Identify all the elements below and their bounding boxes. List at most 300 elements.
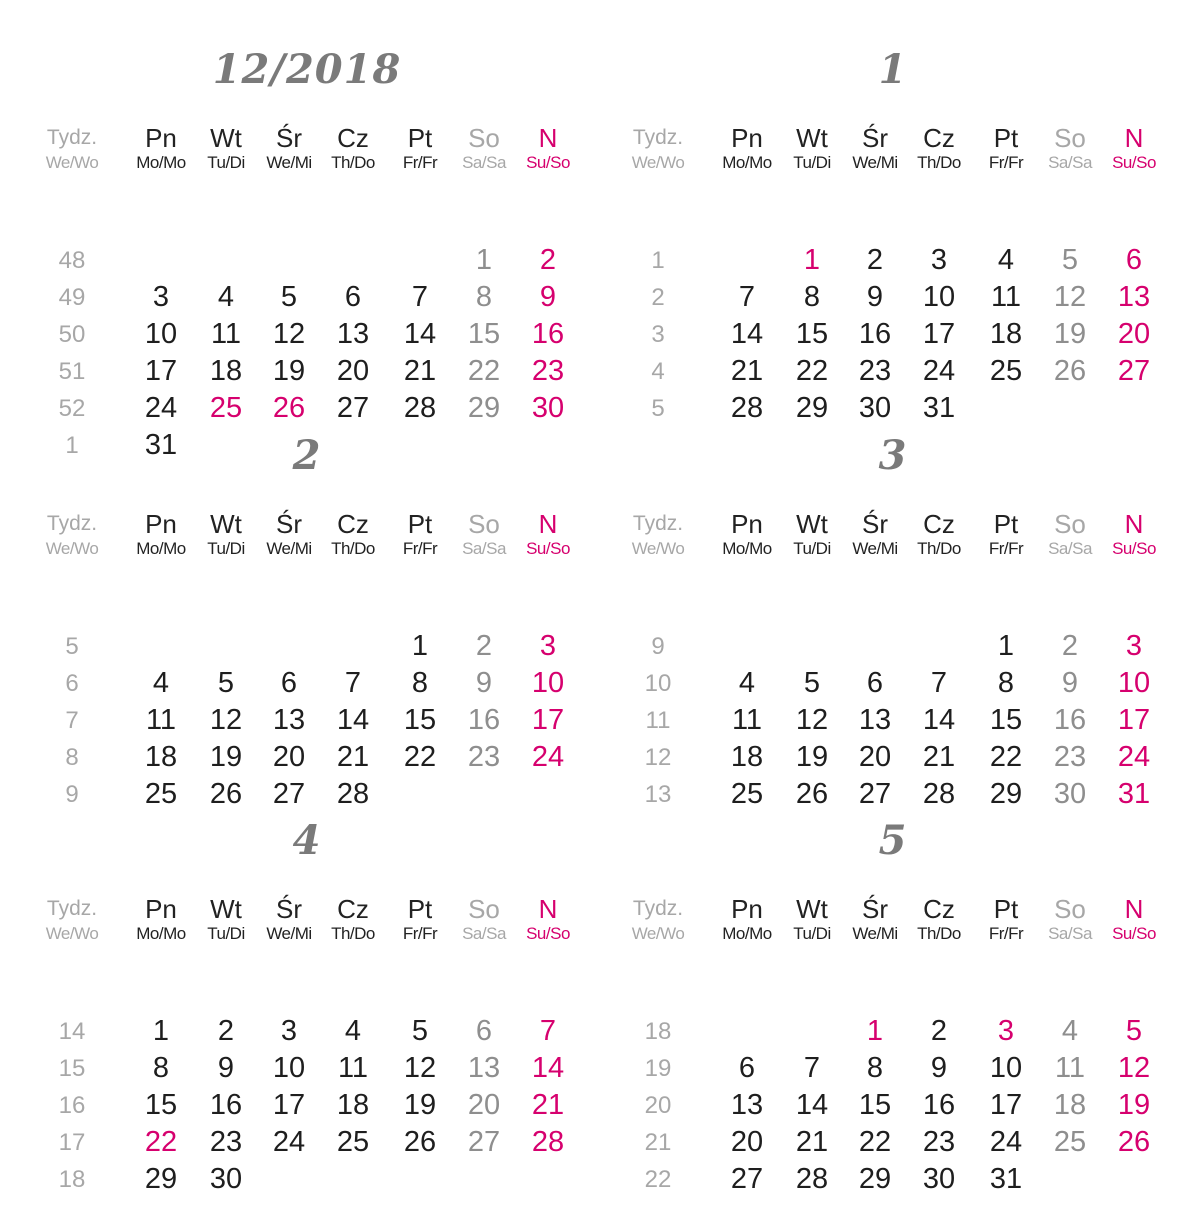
day-cell: 18 <box>209 355 243 387</box>
day-cell: 1 <box>803 244 821 276</box>
weekday-header: N <box>538 509 558 539</box>
day-cell: 15 <box>144 1089 178 1121</box>
day-cell: 30 <box>922 1163 956 1195</box>
week-number: 1 <box>65 432 79 459</box>
day-cell: 27 <box>730 1163 764 1195</box>
week-number: 2 <box>651 284 665 311</box>
weekday-header: Pn <box>731 509 763 539</box>
day-cell: 14 <box>730 318 764 350</box>
day-cell: 22 <box>795 355 829 387</box>
day-cell: 19 <box>1117 1089 1151 1121</box>
day-cell: 5 <box>803 667 821 699</box>
weekday-header-sub: Th/Do <box>917 153 961 172</box>
weekday-header: N <box>1124 123 1144 153</box>
week-header-sub: We/Wo <box>45 539 99 558</box>
day-cell: 27 <box>467 1126 501 1158</box>
week-number: 17 <box>58 1129 86 1156</box>
weekday-header-sub: Mo/Mo <box>722 539 772 558</box>
day-cell: 1 <box>997 630 1015 662</box>
day-cell: 23 <box>531 355 565 387</box>
weekday-header: Pn <box>731 894 763 924</box>
day-cell: 6 <box>866 667 884 699</box>
weekday-header-sub: Fr/Fr <box>988 924 1024 943</box>
weekday-header: Cz <box>337 509 369 539</box>
day-cell: 13 <box>1117 281 1151 313</box>
week-number: 1 <box>651 247 665 274</box>
day-cell: 22 <box>989 741 1023 773</box>
day-cell: 4 <box>997 244 1015 276</box>
day-cell: 23 <box>1053 741 1087 773</box>
day-cell: 2 <box>1061 630 1079 662</box>
day-cell: 1 <box>152 1015 170 1047</box>
day-cell: 18 <box>730 741 764 773</box>
weekday-header: So <box>1054 894 1086 924</box>
week-number: 8 <box>65 744 79 771</box>
weekday-header-sub: Th/Do <box>331 924 375 943</box>
weekday-header: Pn <box>145 509 177 539</box>
week-number: 49 <box>58 284 86 311</box>
day-cell: 29 <box>144 1163 178 1195</box>
day-cell: 6 <box>280 667 298 699</box>
day-cell: 13 <box>730 1089 764 1121</box>
day-cell: 8 <box>152 1052 170 1084</box>
month-block <box>598 817 1188 1211</box>
day-cell: 11 <box>337 1052 369 1084</box>
day-cell: 4 <box>344 1015 362 1047</box>
day-cell: 7 <box>539 1015 557 1047</box>
week-number: 16 <box>58 1092 86 1119</box>
day-cell: 25 <box>144 778 178 810</box>
week-number: 19 <box>644 1055 672 1082</box>
day-cell: 7 <box>344 667 362 699</box>
day-cell: 1 <box>866 1015 884 1047</box>
week-number: 5 <box>651 395 665 422</box>
week-number: 48 <box>58 247 86 274</box>
day-cell: 13 <box>858 704 892 736</box>
day-cell: 2 <box>539 244 557 276</box>
weekday-header-sub: Su/So <box>1112 539 1156 558</box>
weekday-header: Cz <box>923 894 955 924</box>
day-cell: 8 <box>997 667 1015 699</box>
week-number: 20 <box>644 1092 672 1119</box>
weekday-header: Wt <box>210 509 242 539</box>
day-cell: 5 <box>411 1015 429 1047</box>
weekday-header: N <box>538 123 558 153</box>
weekday-header: So <box>1054 509 1086 539</box>
day-cell: 3 <box>1125 630 1143 662</box>
weekday-header: Pt <box>407 123 433 153</box>
weekday-header-sub: Mo/Mo <box>136 924 186 943</box>
day-cell: 19 <box>272 355 306 387</box>
day-cell: 28 <box>922 778 956 810</box>
weekday-header-sub: Su/So <box>526 539 570 558</box>
day-cell: 24 <box>989 1126 1023 1158</box>
day-cell: 21 <box>531 1089 565 1121</box>
weekday-header-sub: Fr/Fr <box>402 924 438 943</box>
day-cell: 11 <box>731 704 763 736</box>
week-number: 9 <box>65 781 79 808</box>
weekday-header-sub: Th/Do <box>917 924 961 943</box>
weekday-header: Śr <box>276 509 302 539</box>
day-cell: 19 <box>209 741 243 773</box>
day-cell: 17 <box>922 318 956 350</box>
day-cell: 15 <box>858 1089 892 1121</box>
day-cell: 26 <box>795 778 829 810</box>
day-cell: 21 <box>922 741 956 773</box>
day-cell: 31 <box>1117 778 1151 810</box>
weekday-header-sub: Mo/Mo <box>136 539 186 558</box>
day-cell: 11 <box>145 704 177 736</box>
day-cell: 17 <box>531 704 565 736</box>
week-number: 4 <box>651 358 665 385</box>
day-cell: 12 <box>209 704 243 736</box>
day-cell: 7 <box>738 281 756 313</box>
month-block <box>12 46 602 461</box>
day-cell: 27 <box>1117 355 1151 387</box>
month-title: 2 <box>292 432 322 479</box>
day-cell: 19 <box>403 1089 437 1121</box>
week-number: 14 <box>58 1018 86 1045</box>
week-number: 50 <box>58 321 86 348</box>
weekday-header: Wt <box>210 123 242 153</box>
day-cell: 30 <box>209 1163 243 1195</box>
weekday-header-sub: Fr/Fr <box>988 539 1024 558</box>
day-cell: 10 <box>989 1052 1023 1084</box>
day-cell: 3 <box>997 1015 1015 1047</box>
day-cell: 22 <box>858 1126 892 1158</box>
day-cell: 25 <box>989 355 1023 387</box>
day-cell: 1 <box>475 244 493 276</box>
day-cell: 3 <box>280 1015 298 1047</box>
weekday-header: Pt <box>407 509 433 539</box>
day-cell: 16 <box>922 1089 956 1121</box>
day-cell: 1 <box>411 630 429 662</box>
weekday-header: N <box>538 894 558 924</box>
month-title: 5 <box>878 817 908 864</box>
day-cell: 20 <box>858 741 892 773</box>
week-number: 52 <box>58 395 86 422</box>
week-header: Tydz. <box>632 126 684 149</box>
day-cell: 26 <box>272 392 306 424</box>
day-cell: 14 <box>531 1052 565 1084</box>
weekday-header-sub: Tu/Di <box>207 539 245 558</box>
weekday-header-sub: Mo/Mo <box>722 924 772 943</box>
day-cell: 7 <box>930 667 948 699</box>
day-cell: 5 <box>217 667 235 699</box>
day-cell: 20 <box>1117 318 1151 350</box>
day-cell: 2 <box>217 1015 235 1047</box>
day-cell: 19 <box>1053 318 1087 350</box>
day-cell: 31 <box>922 392 956 424</box>
day-cell: 27 <box>336 392 370 424</box>
day-cell: 17 <box>1117 704 1151 736</box>
weekday-header-sub: Su/So <box>1112 153 1156 172</box>
weekday-header: Pn <box>145 123 177 153</box>
weekday-header: Pn <box>145 894 177 924</box>
weekday-header: Pn <box>731 123 763 153</box>
day-cell: 16 <box>531 318 565 350</box>
weekday-header: Śr <box>862 509 888 539</box>
day-cell: 31 <box>144 429 178 461</box>
day-cell: 14 <box>403 318 437 350</box>
day-cell: 9 <box>866 281 884 313</box>
weekday-header: Pt <box>993 509 1019 539</box>
day-cell: 15 <box>795 318 829 350</box>
day-cell: 4 <box>152 667 170 699</box>
week-number: 12 <box>644 744 672 771</box>
week-header: Tydz. <box>632 512 684 535</box>
month-block <box>12 432 602 826</box>
day-cell: 29 <box>795 392 829 424</box>
weekday-header-sub: Sa/Sa <box>1048 153 1092 172</box>
day-cell: 12 <box>795 704 829 736</box>
day-cell: 16 <box>209 1089 243 1121</box>
month-block <box>598 432 1188 826</box>
weekday-header-sub: Mo/Mo <box>722 153 772 172</box>
day-cell: 27 <box>272 778 306 810</box>
day-cell: 10 <box>922 281 956 313</box>
day-cell: 10 <box>1117 667 1151 699</box>
day-cell: 9 <box>930 1052 948 1084</box>
day-cell: 23 <box>467 741 501 773</box>
day-cell: 16 <box>467 704 501 736</box>
week-header-sub: We/Wo <box>631 924 685 943</box>
day-cell: 28 <box>795 1163 829 1195</box>
day-cell: 21 <box>403 355 437 387</box>
day-cell: 20 <box>467 1089 501 1121</box>
weekday-header-sub: Sa/Sa <box>1048 924 1092 943</box>
day-cell: 29 <box>467 392 501 424</box>
day-cell: 2 <box>475 630 493 662</box>
week-number: 18 <box>58 1166 86 1193</box>
weekday-header-sub: We/Mi <box>266 153 312 172</box>
weekday-header-sub: Fr/Fr <box>988 153 1024 172</box>
day-cell: 5 <box>1125 1015 1143 1047</box>
day-cell: 28 <box>336 778 370 810</box>
week-header-sub: We/Wo <box>45 153 99 172</box>
day-cell: 22 <box>144 1126 178 1158</box>
weekday-header-sub: Su/So <box>1112 924 1156 943</box>
weekday-header-sub: Su/So <box>526 924 570 943</box>
day-cell: 10 <box>272 1052 306 1084</box>
day-cell: 22 <box>403 741 437 773</box>
day-cell: 31 <box>989 1163 1023 1195</box>
day-cell: 15 <box>989 704 1023 736</box>
day-cell: 3 <box>152 281 170 313</box>
month-title: 3 <box>878 432 908 479</box>
week-header: Tydz. <box>632 897 684 920</box>
weekday-header-sub: Tu/Di <box>793 153 831 172</box>
weekday-header-sub: Su/So <box>526 153 570 172</box>
weekday-header-sub: Tu/Di <box>793 539 831 558</box>
day-cell: 9 <box>217 1052 235 1084</box>
weekday-header: Pt <box>993 894 1019 924</box>
weekday-header-sub: Sa/Sa <box>462 539 506 558</box>
week-number: 11 <box>645 707 671 734</box>
weekday-header-sub: Fr/Fr <box>402 539 438 558</box>
weekday-header: Wt <box>796 123 828 153</box>
weekday-header-sub: Th/Do <box>331 153 375 172</box>
day-cell: 18 <box>1053 1089 1087 1121</box>
month-title: 12/2018 <box>212 46 402 93</box>
day-cell: 7 <box>411 281 429 313</box>
weekday-header: Pt <box>993 123 1019 153</box>
weekday-header: So <box>1054 123 1086 153</box>
weekday-header-sub: Tu/Di <box>207 153 245 172</box>
week-number: 22 <box>644 1166 672 1193</box>
weekday-header-sub: Tu/Di <box>793 924 831 943</box>
weekday-header: Cz <box>337 894 369 924</box>
weekday-header: Śr <box>862 894 888 924</box>
week-number: 18 <box>644 1018 672 1045</box>
day-cell: 30 <box>1053 778 1087 810</box>
day-cell: 13 <box>467 1052 501 1084</box>
weekday-header: Cz <box>923 509 955 539</box>
day-cell: 9 <box>539 281 557 313</box>
week-number: 7 <box>65 707 79 734</box>
day-cell: 10 <box>531 667 565 699</box>
day-cell: 8 <box>803 281 821 313</box>
day-cell: 8 <box>411 667 429 699</box>
day-cell: 18 <box>989 318 1023 350</box>
weekday-header: Wt <box>796 509 828 539</box>
month-block <box>12 817 602 1211</box>
day-cell: 22 <box>467 355 501 387</box>
day-cell: 8 <box>866 1052 884 1084</box>
day-cell: 20 <box>730 1126 764 1158</box>
day-cell: 16 <box>1053 704 1087 736</box>
weekday-header: Pt <box>407 894 433 924</box>
day-cell: 21 <box>730 355 764 387</box>
day-cell: 12 <box>272 318 306 350</box>
weekday-header-sub: Fr/Fr <box>402 153 438 172</box>
weekday-header-sub: Mo/Mo <box>136 153 186 172</box>
weekday-header: Śr <box>862 123 888 153</box>
month-block <box>598 46 1188 440</box>
day-cell: 2 <box>930 1015 948 1047</box>
day-cell: 9 <box>475 667 493 699</box>
weekday-header-sub: We/Mi <box>266 539 312 558</box>
day-cell: 29 <box>858 1163 892 1195</box>
week-number: 3 <box>651 321 665 348</box>
weekday-header: So <box>468 894 500 924</box>
weekday-header-sub: Sa/Sa <box>462 153 506 172</box>
day-cell: 14 <box>336 704 370 736</box>
day-cell: 12 <box>1117 1052 1151 1084</box>
day-cell: 6 <box>344 281 362 313</box>
weekday-header: N <box>1124 894 1144 924</box>
week-number: 9 <box>651 633 665 660</box>
day-cell: 8 <box>475 281 493 313</box>
day-cell: 4 <box>217 281 235 313</box>
day-cell: 17 <box>144 355 178 387</box>
day-cell: 16 <box>858 318 892 350</box>
weekday-header: So <box>468 123 500 153</box>
day-cell: 13 <box>336 318 370 350</box>
weekday-header: N <box>1124 509 1144 539</box>
weekday-header-sub: We/Mi <box>266 924 312 943</box>
day-cell: 14 <box>795 1089 829 1121</box>
day-cell: 15 <box>467 318 501 350</box>
day-cell: 18 <box>336 1089 370 1121</box>
day-cell: 12 <box>1053 281 1087 313</box>
day-cell: 20 <box>272 741 306 773</box>
day-cell: 26 <box>403 1126 437 1158</box>
day-cell: 29 <box>989 778 1023 810</box>
weekday-header-sub: Th/Do <box>917 539 961 558</box>
weekday-header: Śr <box>276 894 302 924</box>
day-cell: 26 <box>1053 355 1087 387</box>
day-cell: 24 <box>531 741 565 773</box>
day-cell: 12 <box>403 1052 437 1084</box>
day-cell: 7 <box>803 1052 821 1084</box>
weekday-header: Wt <box>210 894 242 924</box>
week-number: 10 <box>644 670 672 697</box>
day-cell: 19 <box>795 741 829 773</box>
week-header-sub: We/Wo <box>45 924 99 943</box>
day-cell: 6 <box>1125 244 1143 276</box>
day-cell: 25 <box>209 392 243 424</box>
weekday-header-sub: Tu/Di <box>207 924 245 943</box>
day-cell: 28 <box>403 392 437 424</box>
week-number: 13 <box>644 781 672 808</box>
day-cell: 28 <box>730 392 764 424</box>
weekday-header-sub: Sa/Sa <box>462 924 506 943</box>
week-number: 51 <box>58 358 86 385</box>
day-cell: 30 <box>858 392 892 424</box>
day-cell: 30 <box>531 392 565 424</box>
day-cell: 21 <box>795 1126 829 1158</box>
day-cell: 5 <box>280 281 298 313</box>
month-title: 1 <box>878 46 908 93</box>
day-cell: 14 <box>922 704 956 736</box>
week-number: 15 <box>58 1055 86 1082</box>
week-header: Tydz. <box>46 512 98 535</box>
day-cell: 15 <box>403 704 437 736</box>
day-cell: 17 <box>272 1089 306 1121</box>
week-number: 21 <box>644 1129 672 1156</box>
weekday-header-sub: We/Mi <box>852 924 898 943</box>
week-header-sub: We/Wo <box>631 153 685 172</box>
day-cell: 23 <box>922 1126 956 1158</box>
day-cell: 11 <box>1054 1052 1086 1084</box>
day-cell: 25 <box>730 778 764 810</box>
day-cell: 6 <box>475 1015 493 1047</box>
day-cell: 25 <box>336 1126 370 1158</box>
day-cell: 3 <box>539 630 557 662</box>
weekday-header-sub: Sa/Sa <box>1048 539 1092 558</box>
day-cell: 24 <box>1117 741 1151 773</box>
day-cell: 4 <box>738 667 756 699</box>
day-cell: 26 <box>1117 1126 1151 1158</box>
week-header: Tydz. <box>46 897 98 920</box>
weekday-header: So <box>468 509 500 539</box>
day-cell: 25 <box>1053 1126 1087 1158</box>
week-header-sub: We/Wo <box>631 539 685 558</box>
day-cell: 21 <box>336 741 370 773</box>
day-cell: 24 <box>922 355 956 387</box>
day-cell: 24 <box>272 1126 306 1158</box>
weekday-header: Śr <box>276 123 302 153</box>
day-cell: 11 <box>990 281 1022 313</box>
day-cell: 10 <box>144 318 178 350</box>
weekday-header: Wt <box>796 894 828 924</box>
weekday-header-sub: Th/Do <box>331 539 375 558</box>
month-title: 4 <box>292 817 322 864</box>
day-cell: 17 <box>989 1089 1023 1121</box>
day-cell: 6 <box>738 1052 756 1084</box>
day-cell: 27 <box>858 778 892 810</box>
